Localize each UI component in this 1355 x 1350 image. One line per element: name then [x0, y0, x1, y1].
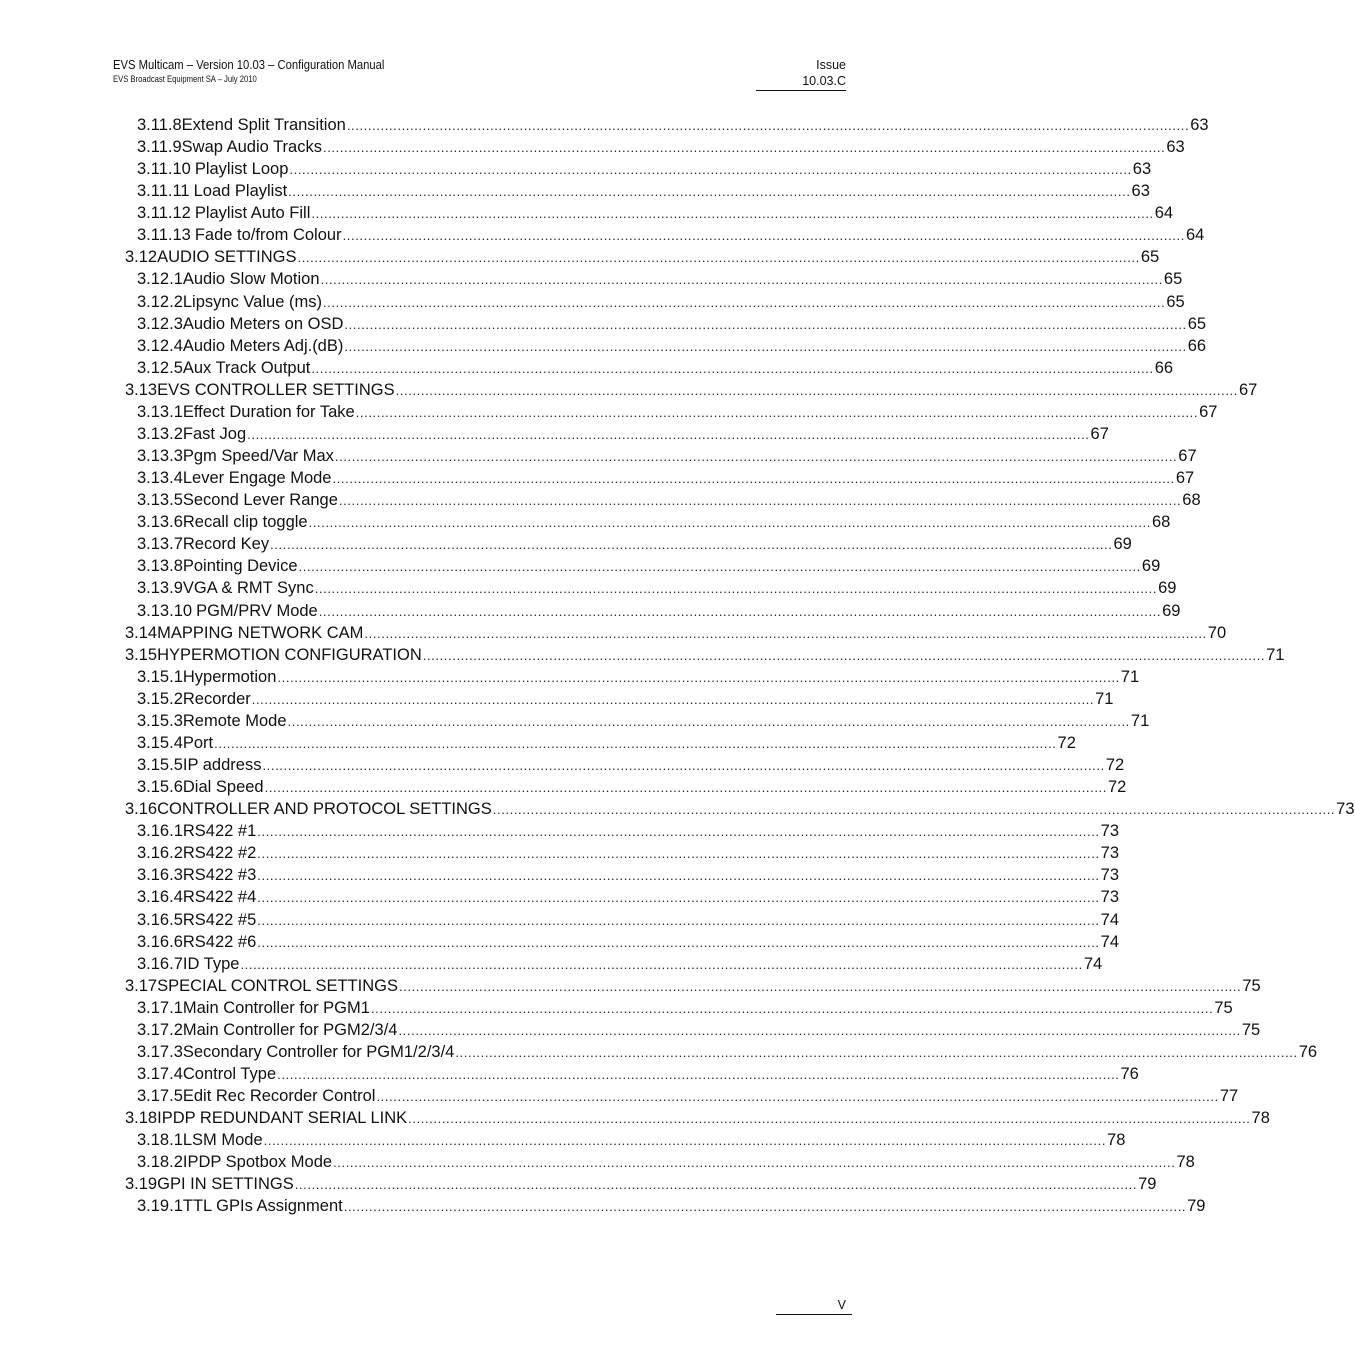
toc-leader-dots: ........................................................................................................................................................................................................: [314, 581, 1158, 597]
toc-leader-dots: ........................................................................................................................................................................................................: [251, 691, 1095, 707]
toc-entry-page: 75: [1242, 976, 1261, 995]
toc-entry[interactable]: [137, 577, 1177, 599]
issue-value: 10.03.C: [802, 74, 846, 88]
toc-leader-dots: ........................................................................................................................................................................................................: [277, 669, 1120, 685]
toc-entry-page: 69: [1158, 579, 1177, 598]
document-title: EVS Multicam – Version 10.03 – Configuration Manual: [113, 58, 385, 72]
toc-entry[interactable]: [137, 909, 1119, 931]
toc-entry-page: 79: [1138, 1175, 1157, 1194]
toc-leader-dots: ........................................................................................................................................................................................................: [364, 625, 1207, 641]
toc-entry-number: 3.11.13: [137, 226, 191, 245]
toc-entry-page: 65: [1187, 314, 1207, 333]
toc-entry-number: 3.12.2: [137, 292, 183, 311]
toc-entry-number: 3.12.5: [137, 358, 183, 377]
toc-entry-page: 69: [1162, 601, 1181, 620]
toc-entry[interactable]: [137, 953, 1103, 975]
toc-entry-page: 68: [1151, 513, 1171, 532]
toc-entry-title: RS422 #5: [182, 910, 257, 929]
toc-entry-title: Remote Mode: [182, 711, 287, 730]
toc-leader-dots: ........................................................................................................................................................................................................: [270, 537, 1113, 553]
toc-entry-number: 3.12: [125, 248, 158, 267]
toc-entry-page: 77: [1219, 1087, 1239, 1106]
page-number: V: [776, 1297, 852, 1315]
toc-entry-title: Recorder: [182, 689, 251, 708]
toc-leader-dots: ........................................................................................................................................................................................................: [492, 802, 1336, 818]
toc-entry[interactable]: [137, 268, 1183, 290]
toc-entry-title: Record Key: [182, 535, 270, 554]
toc-entry[interactable]: [137, 997, 1233, 1019]
toc-leader-dots: ........................................................................................................................................................................................................: [298, 559, 1141, 575]
toc-entry-number: 3.16.4: [137, 888, 183, 907]
toc-entry-page: 67: [1175, 469, 1195, 488]
toc-entry-title: Hypermotion: [182, 667, 277, 686]
toc-leader-dots: ........................................................................................................................................................................................................: [240, 956, 1083, 972]
toc-entry[interactable]: [137, 224, 1205, 246]
toc-leader-dots: ........................................................................................................................................................................................................: [343, 1199, 1187, 1215]
toc-entry-number: 3.12.3: [137, 314, 183, 333]
toc-entry-title: Effect Duration for Take: [182, 402, 355, 421]
toc-leader-dots: ........................................................................................................................................................................................................: [334, 449, 1178, 465]
toc-leader-dots: ........................................................................................................................................................................................................: [214, 735, 1057, 751]
toc-entry-title: RS422 #3: [182, 866, 257, 885]
toc-entry[interactable]: [137, 820, 1119, 842]
toc-leader-dots: ........................................................................................................................................................................................................: [257, 824, 1100, 840]
toc-entry-page: 74: [1100, 932, 1119, 951]
toc-entry[interactable]: [137, 489, 1201, 511]
toc-entry-title: RS422 #2: [182, 844, 257, 863]
toc-entry-title: IPDP REDUNDANT SERIAL LINK: [157, 1109, 408, 1128]
toc-entry-number: 3.16: [125, 800, 158, 819]
toc-leader-dots: ........................................................................................................................................................................................................: [355, 404, 1199, 420]
toc-entry-page: 63: [1132, 160, 1152, 179]
toc-entry[interactable]: [125, 379, 1258, 401]
toc-entry[interactable]: [137, 114, 1209, 136]
toc-entry-number: 3.13.3: [137, 447, 183, 466]
toc-entry-title: Swap Audio Tracks: [181, 138, 322, 157]
toc-entry[interactable]: [125, 246, 1160, 268]
toc-entry[interactable]: [137, 1063, 1139, 1085]
toc-entry[interactable]: [137, 1041, 1318, 1063]
toc-leader-dots: ........................................................................................................................................................................................................: [338, 493, 1182, 509]
toc-entry-page: 73: [1336, 800, 1355, 819]
toc-entry[interactable]: [137, 180, 1150, 202]
toc-entry-number: 3.13.9: [137, 579, 183, 598]
toc-entry-number: 3.13.7: [137, 535, 183, 554]
toc-entry[interactable]: [137, 136, 1185, 158]
toc-entry-title: ID Type: [182, 954, 240, 973]
toc-leader-dots: ........................................................................................................................................................................................................: [318, 603, 1162, 619]
toc-entry[interactable]: [137, 776, 1127, 798]
toc-entry-number: 3.17.5: [137, 1087, 183, 1106]
toc-entry-page: 66: [1187, 336, 1207, 355]
toc-leader-dots: ........................................................................................................................................................................................................: [408, 1111, 1251, 1127]
toc-entry-title: Audio Slow Motion: [182, 270, 320, 289]
toc-entry-page: 78: [1107, 1131, 1126, 1150]
toc-entry-page: 65: [1166, 292, 1185, 311]
toc-entry[interactable]: [137, 335, 1207, 357]
toc-leader-dots: ........................................................................................................................................................................................................: [346, 118, 1190, 133]
toc-entry-page: 67: [1199, 402, 1218, 421]
toc-entry-number: 3.15.1: [137, 667, 183, 686]
toc-entry-page: 67: [1090, 424, 1109, 443]
toc-leader-dots: ........................................................................................................................................................................................................: [247, 426, 1090, 442]
toc-leader-dots: ........................................................................................................................................................................................................: [257, 868, 1100, 884]
toc-entry-number: 3.12.1: [137, 270, 183, 289]
toc-entry[interactable]: [137, 202, 1174, 224]
toc-entry[interactable]: [125, 975, 1261, 997]
toc-entry-page: 64: [1185, 226, 1205, 245]
toc-entry-page: 71: [1120, 667, 1140, 686]
toc-entry-title: Main Controller for PGM2/3/4: [182, 1020, 398, 1039]
toc-entry-title: IPDP Spotbox Mode: [182, 1153, 333, 1172]
toc-entry-number: 3.15.6: [137, 778, 183, 797]
toc-entry-page: 69: [1113, 535, 1132, 554]
toc-leader-dots: ........................................................................................................................................................................................................: [264, 780, 1107, 796]
toc-entry-title: Control Type: [182, 1065, 277, 1083]
toc-leader-dots: ........................................................................................................................................................................................................: [398, 1022, 1241, 1038]
toc-leader-dots: ........................................................................................................................................................................................................: [289, 162, 1132, 178]
toc-entry-number: 3.19: [125, 1175, 158, 1194]
toc-entry-number: 3.16.1: [137, 822, 183, 841]
toc-entry-page: 73: [1100, 844, 1119, 863]
toc-entry-title: Dial Speed: [182, 778, 264, 797]
toc-leader-dots: ........................................................................................................................................................................................................: [257, 846, 1100, 862]
toc-entry[interactable]: [137, 445, 1197, 467]
toc-entry-page: 75: [1214, 998, 1233, 1017]
toc-entry-title: Aux Track Output: [182, 358, 311, 377]
toc-entry-number: 3.15.5: [137, 756, 183, 775]
toc-entry-number: 3.12.4: [137, 336, 183, 355]
toc-entry-number: 3.14: [125, 623, 158, 642]
toc-entry[interactable]: [137, 710, 1150, 732]
toc-entry-title: Playlist Loop: [194, 160, 289, 179]
toc-entry-page: 65: [1140, 248, 1160, 267]
toc-entry-number: 3.13.6: [137, 513, 183, 532]
toc-entry[interactable]: [137, 688, 1114, 710]
toc-entry-page: 64: [1154, 204, 1174, 223]
toc-entry-page: 73: [1100, 866, 1119, 885]
toc-entry-page: 68: [1182, 491, 1201, 510]
toc-leader-dots: ........................................................................................................................................................................................................: [262, 758, 1105, 774]
issue-block: [756, 57, 846, 91]
toc-entry-page: 74: [1083, 954, 1103, 973]
toc-entry-number: 3.11.9: [137, 138, 182, 157]
toc-entry-number: 3.11.10: [137, 160, 191, 179]
toc-leader-dots: ........................................................................................................................................................................................................: [322, 140, 1166, 156]
toc-leader-dots: ........................................................................................................................................................................................................: [344, 338, 1187, 354]
toc-entry-number: 3.11.12: [137, 204, 191, 223]
toc-entry[interactable]: [137, 1195, 1206, 1217]
toc-entry-page: 72: [1057, 733, 1076, 752]
toc-leader-dots: ........................................................................................................................................................................................................: [257, 934, 1100, 950]
toc-entry-page: 71: [1130, 711, 1150, 730]
toc-entry-number: 3.16.6: [137, 932, 183, 951]
toc-entry[interactable]: [137, 357, 1174, 379]
toc-entry-number: 3.17.3: [137, 1042, 183, 1061]
toc-entry-title: AUDIO SETTINGS: [157, 248, 297, 267]
toc-entry-title: Extend Split Transition: [181, 116, 346, 134]
toc-entry-number: 3.18: [125, 1109, 158, 1128]
toc-entry[interactable]: [137, 864, 1119, 886]
toc-entry-page: 73: [1100, 888, 1119, 907]
toc-leader-dots: ........................................................................................................................................................................................................: [320, 272, 1163, 288]
toc-entry-number: 3.15.4: [137, 733, 183, 752]
toc-entry[interactable]: [137, 423, 1109, 445]
toc-entry-page: 69: [1141, 557, 1161, 576]
toc-leader-dots: ........................................................................................................................................................................................................: [344, 316, 1187, 332]
toc-entry-title: Pointing Device: [182, 557, 298, 576]
toc-entry-page: 73: [1100, 822, 1119, 841]
toc-entry-page: 71: [1266, 645, 1285, 664]
toc-entry-page: 79: [1187, 1197, 1206, 1216]
toc-entry-number: 3.18.1: [137, 1131, 183, 1150]
toc-entry-number: 3.19.1: [137, 1197, 183, 1216]
toc-entry-page: 63: [1166, 138, 1185, 157]
toc-entry[interactable]: [125, 644, 1285, 666]
toc-entry-number: 3.17.1: [137, 998, 183, 1017]
toc-leader-dots: ........................................................................................................................................................................................................: [277, 1067, 1120, 1082]
toc-entry-title: MAPPING NETWORK CAM: [157, 623, 364, 642]
toc-entry-number: 3.15.2: [137, 689, 183, 708]
toc-entry-number: 3.16.2: [137, 844, 183, 863]
toc-entry-title: Lever Engage Mode: [182, 469, 332, 488]
toc-entry-page: 76: [1120, 1065, 1139, 1083]
toc-entry-number: 3.18.2: [137, 1153, 183, 1172]
toc-entry-title: Audio Meters on OSD: [182, 314, 344, 333]
toc-entry-title: Secondary Controller for PGM1/2/3/4: [182, 1042, 455, 1061]
toc-entry-page: 67: [1238, 380, 1258, 399]
toc-entry-title: GPI IN SETTINGS: [157, 1175, 294, 1194]
toc-entry[interactable]: [137, 886, 1119, 908]
toc-entry-page: 72: [1107, 778, 1127, 797]
issue-label: Issue: [816, 58, 846, 72]
toc-entry-title: SPECIAL CONTROL SETTINGS: [157, 976, 398, 995]
toc-entry-title: EVS CONTROLLER SETTINGS: [157, 380, 395, 399]
toc-entry-title: IP address: [182, 756, 262, 775]
toc-entry[interactable]: [137, 842, 1119, 864]
publisher-line: EVS Broadcast Equipment SA – July 2010: [113, 74, 257, 84]
toc-entry-page: 65: [1163, 270, 1183, 289]
toc-entry-number: 3.15.3: [137, 711, 183, 730]
toc-entry-number: 3.16.3: [137, 866, 183, 885]
toc-leader-dots: ........................................................................................................................................................................................................: [287, 713, 1130, 729]
toc-leader-dots: ........................................................................................................................................................................................................: [455, 1044, 1298, 1060]
toc-entry-number: 3.17.2: [137, 1020, 183, 1039]
toc-entry-title: RS422 #6: [182, 932, 257, 951]
toc-entry-number: 3.13: [125, 380, 158, 399]
toc-entry-title: Edit Rec Recorder Control: [182, 1087, 376, 1106]
toc-entry-title: Lipsync Value (ms): [182, 292, 322, 311]
toc-entry[interactable]: [137, 1151, 1195, 1173]
toc-entry-number: 3.17: [125, 976, 158, 995]
toc-entry-title: Fade to/from Colour: [194, 226, 342, 245]
toc-leader-dots: ........................................................................................................................................................................................................: [308, 515, 1151, 531]
toc-leader-dots: ........................................................................................................................................................................................................: [342, 228, 1185, 244]
toc-leader-dots: ........................................................................................................................................................................................................: [311, 360, 1154, 376]
toc-entry-page: 63: [1131, 182, 1150, 201]
toc-entry[interactable]: [137, 600, 1181, 622]
toc-entry-title: Port: [182, 733, 214, 752]
toc-entry-page: 71: [1095, 689, 1114, 708]
toc-entry-number: 3.13.1: [137, 402, 183, 421]
toc-entry[interactable]: [125, 798, 1355, 820]
toc-leader-dots: ........................................................................................................................................................................................................: [398, 978, 1242, 994]
toc-entry[interactable]: [125, 622, 1227, 644]
toc-entry-title: TTL GPIs Assignment: [182, 1197, 343, 1216]
toc-entry[interactable]: [137, 313, 1207, 335]
toc-entry-number: 3.16.5: [137, 910, 183, 929]
toc-entry[interactable]: [137, 931, 1119, 953]
toc-leader-dots: ........................................................................................................................................................................................................: [376, 1089, 1219, 1105]
toc-leader-dots: ........................................................................................................................................................................................................: [322, 294, 1166, 310]
toc-leader-dots: ........................................................................................................................................................................................................: [297, 250, 1140, 266]
toc-entry-number: 3.11.8: [137, 116, 182, 134]
toc-entry-number: 3.16.7: [137, 954, 183, 973]
toc-entry-number: 3.13.5: [137, 491, 183, 510]
toc-leader-dots: ........................................................................................................................................................................................................: [311, 206, 1154, 222]
toc-entry[interactable]: [137, 467, 1195, 489]
toc-entry-title: Load Playlist: [193, 182, 288, 201]
toc-entry-title: Second Lever Range: [182, 491, 338, 510]
toc-entry-title: HYPERMOTION CONFIGURATION: [157, 645, 422, 664]
toc-leader-dots: ........................................................................................................................................................................................................: [257, 912, 1100, 928]
toc-entry[interactable]: [137, 555, 1161, 577]
toc-entry-title: Playlist Auto Fill: [194, 204, 311, 223]
page-header: [113, 57, 415, 85]
toc-entry-number: 3.11.11: [137, 182, 190, 201]
toc-entry-page: 78: [1176, 1153, 1195, 1172]
toc-entry-title: Audio Meters Adj.(dB): [182, 336, 344, 355]
toc-entry[interactable]: [125, 1173, 1157, 1195]
toc-entry[interactable]: [137, 732, 1076, 754]
toc-entry[interactable]: [137, 1085, 1239, 1107]
toc-entry-number: 3.13.4: [137, 469, 183, 488]
toc-entry[interactable]: [137, 1019, 1261, 1041]
toc-entry[interactable]: [137, 158, 1152, 180]
toc-entry-title: CONTROLLER AND PROTOCOL SETTINGS: [157, 800, 492, 819]
toc-entry-title: PGM/PRV Mode: [196, 601, 318, 620]
toc-entry[interactable]: [137, 291, 1185, 313]
toc-entry-title: Main Controller for PGM1: [182, 998, 370, 1017]
toc-entry[interactable]: [137, 511, 1171, 533]
toc-leader-dots: ........................................................................................................................................................................................................: [332, 471, 1175, 487]
toc-entry-number: 3.13.8: [137, 557, 183, 576]
toc-entry[interactable]: [125, 1107, 1270, 1129]
toc-entry-title: Fast Jog: [182, 424, 247, 443]
toc-leader-dots: ........................................................................................................................................................................................................: [370, 1000, 1214, 1016]
toc-entry-page: 72: [1105, 756, 1125, 775]
toc-entry-title: VGA & RMT Sync: [182, 579, 314, 598]
toc-entry[interactable]: [137, 1129, 1126, 1151]
toc-entry[interactable]: [137, 533, 1132, 555]
toc-entry-page: 76: [1298, 1042, 1318, 1061]
toc-entry-number: 3.13.10: [137, 601, 193, 620]
toc-entry-page: 70: [1207, 623, 1227, 642]
toc-entry-number: 3.15: [125, 645, 158, 664]
toc-leader-dots: ........................................................................................................................................................................................................: [294, 1177, 1138, 1193]
toc-entry-page: 74: [1100, 910, 1119, 929]
toc-entry[interactable]: [137, 401, 1218, 423]
toc-entry-page: 78: [1251, 1109, 1270, 1128]
toc-entry-title: Pgm Speed/Var Max: [182, 447, 334, 466]
toc-entry-page: 75: [1241, 1020, 1261, 1039]
toc-leader-dots: ........................................................................................................................................................................................................: [263, 1133, 1107, 1149]
toc-leader-dots: ........................................................................................................................................................................................................: [257, 890, 1100, 906]
toc-leader-dots: ........................................................................................................................................................................................................: [395, 382, 1238, 398]
toc-entry-title: LSM Mode: [182, 1131, 263, 1150]
toc-entry[interactable]: [137, 754, 1125, 776]
toc-entry[interactable]: [137, 666, 1140, 688]
toc-entry-page: 66: [1154, 358, 1174, 377]
toc-leader-dots: ........................................................................................................................................................................................................: [288, 184, 1131, 200]
toc-entry-title: RS422 #4: [182, 888, 257, 907]
toc-entry-page: 67: [1178, 447, 1197, 466]
toc-leader-dots: ........................................................................................................................................................................................................: [333, 1155, 1176, 1171]
toc-leader-dots: ........................................................................................................................................................................................................: [422, 647, 1266, 663]
toc-entry-page: 63: [1190, 116, 1209, 134]
toc-entry-title: RS422 #1: [182, 822, 257, 841]
toc-entry-number: 3.13.2: [137, 424, 183, 443]
toc-entry-number: 3.17.4: [137, 1065, 183, 1083]
toc-entry-title: Recall clip toggle: [182, 513, 308, 532]
